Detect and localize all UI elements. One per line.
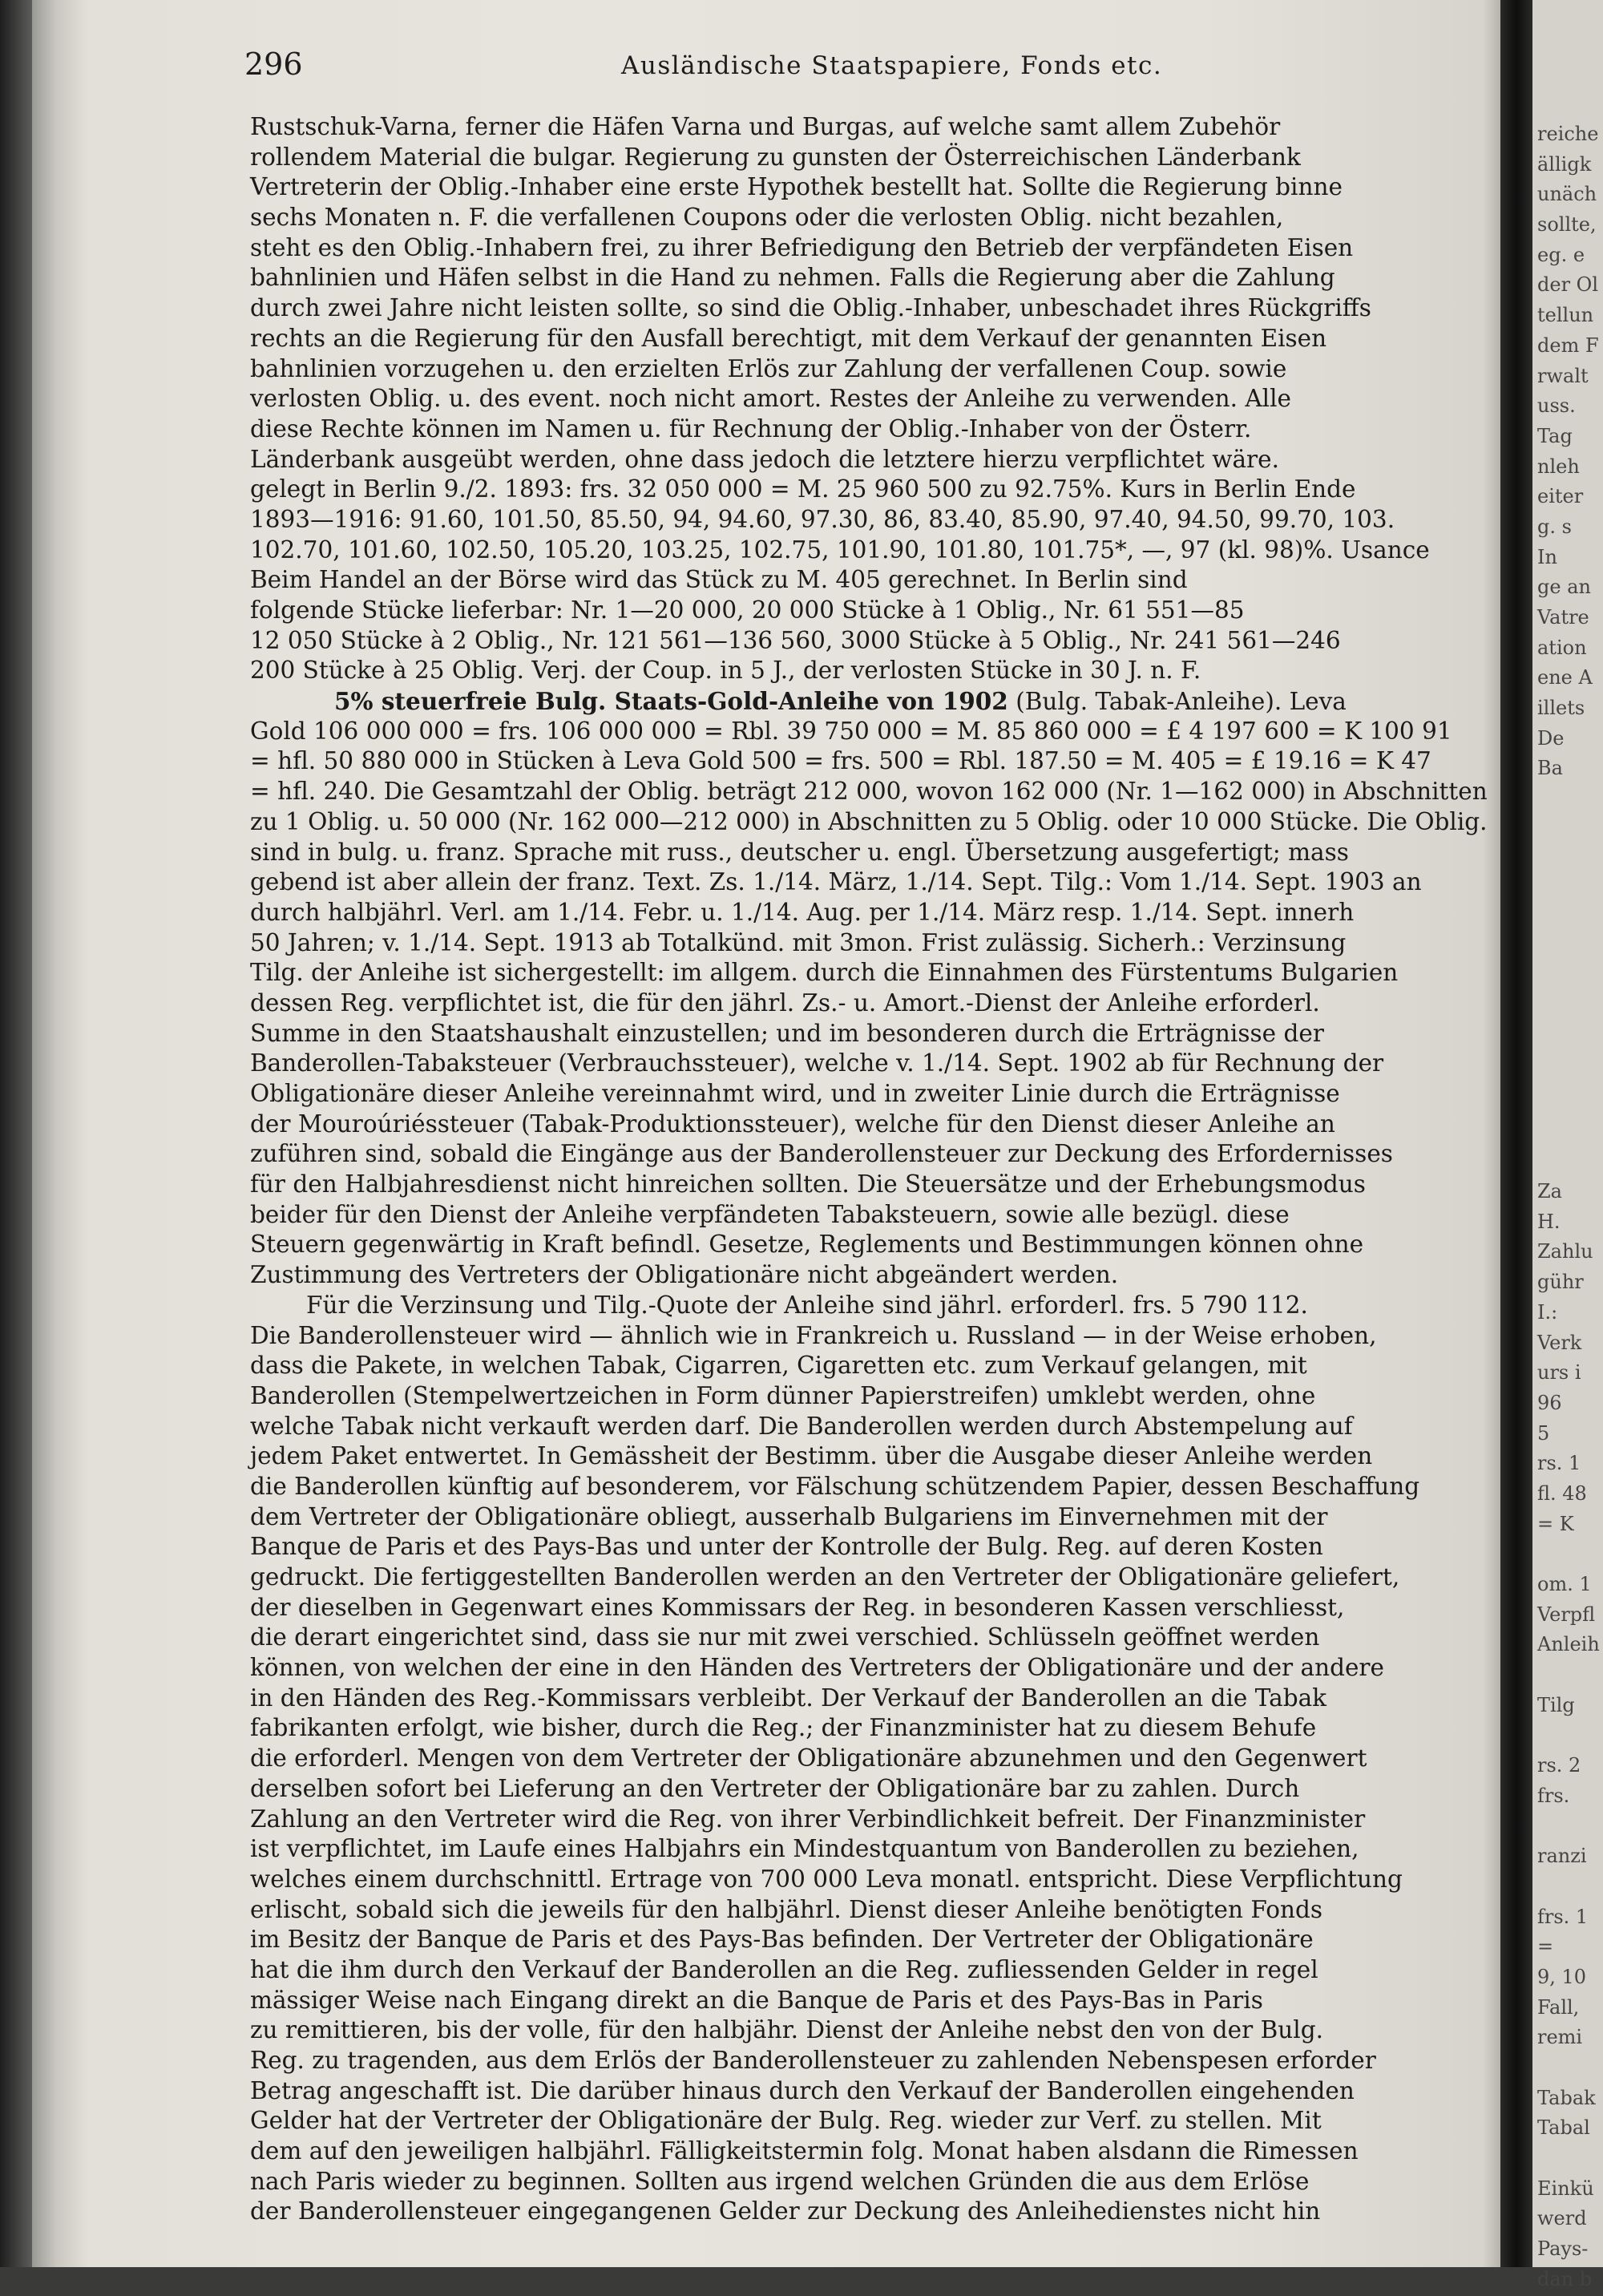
adjacent-page-fragment: eiter bbox=[1537, 485, 1584, 508]
adjacent-page-fragment: Tag bbox=[1537, 424, 1573, 447]
text-line: fabrikanten erfolgt, wie bisher, durch die Reg.; der Finanzminister hat zu diesem Behufe bbox=[250, 1714, 1317, 1742]
text-line: Steuern gegenwärtig in Kraft befindl. Gesetze, Reglements und Bestimmungen können ohne bbox=[250, 1231, 1364, 1259]
body-text bbox=[250, 112, 1500, 2227]
text-line: derselben sofort bei Lieferung an den Vertreter der Obligationäre bar zu zahlen. Durch bbox=[250, 1774, 1300, 1802]
text-line: = hfl. 50 880 000 in Stücken à Leva Gold 500 = frs. 500 = Rbl. 187.50 = M. 405 = £ 19.16 = K 47 bbox=[250, 747, 1431, 775]
adjacent-page-fragment: dan b bbox=[1537, 2267, 1593, 2290]
text-line: welches einem durchschnittl. Ertrage von 700 000 Leva monatl. entspricht. Diese Verpflichtung bbox=[250, 1865, 1403, 1893]
adjacent-page-fragment bbox=[1537, 1813, 1603, 1843]
text-line: steht es den Oblig.-Inhabern frei, zu ihrer Befriedigung den Betrieb der verpfändeten Eisen bbox=[250, 233, 1354, 261]
text-line: die derart eingerichtet sind, dass sie nur mit zwei verschied. Schlüsseln geöffnet werden bbox=[250, 1623, 1320, 1651]
adjacent-page-fragment: frs. 1 bbox=[1537, 1905, 1589, 1928]
text-line: welche Tabak nicht verkauft werden darf. Die Banderollen werden durch Abstempelung auf bbox=[250, 1412, 1353, 1440]
adjacent-page-fragment: Anleih bbox=[1537, 1633, 1600, 1656]
adjacent-page-fragment bbox=[1537, 1147, 1603, 1178]
text-line: Die Banderollensteuer wird — ähnlich wie in Frankreich u. Russland — in der Weise erhoben, bbox=[250, 1321, 1377, 1349]
text-line: verlosten Oblig. u. des event. noch nicht amort. Restes der Anleihe zu verwenden. Alle bbox=[250, 385, 1292, 413]
text-line: 12 050 Stücke à 2 Oblig., Nr. 121 561—136 560, 3000 Stücke à 5 Oblig., Nr. 241 561—246 bbox=[250, 626, 1341, 654]
adjacent-page-fragment: 96 bbox=[1537, 1391, 1562, 1414]
text-line: sind in bulg. u. franz. Sprache mit russ., deutscher u. engl. Übersetzung ausgefertigt; mass bbox=[250, 838, 1349, 866]
text-line: Reg. zu tragenden, aus dem Erlös der Banderollensteuer zu zahlenden Nebenspesen erforder bbox=[250, 2047, 1376, 2074]
section-heading-bold: 5% steuerfreie Bulg. Staats-Gold-Anleihe von 1902 bbox=[334, 687, 1008, 716]
text-line: Banderollen (Stempelwertzeichen in Form dünner Papierstreifen) umklebt werden, ohne bbox=[250, 1381, 1316, 1409]
text-line: dass die Pakete, in welchen Tabak, Cigarren, Cigaretten etc. zum Verkauf gelangen, mit bbox=[250, 1352, 1307, 1380]
adjacent-page-fragment: Tilg bbox=[1537, 1693, 1575, 1716]
text-line: Rustschuk-Varna, ferner die Häfen Varna und Burgas, auf welche samt allem Zubehör bbox=[250, 113, 1281, 140]
adjacent-page-fragment bbox=[1537, 1721, 1603, 1752]
adjacent-page-fragment bbox=[1537, 966, 1603, 996]
adjacent-page-fragment: 9, 10 bbox=[1537, 1965, 1587, 1988]
running-title: Ausländische Staatspapiere, Fonds etc. bbox=[621, 51, 1163, 80]
adjacent-page-fragment: Fall, bbox=[1537, 1995, 1580, 2019]
page-number: 296 bbox=[244, 46, 303, 82]
adjacent-page-fragment bbox=[1537, 2144, 1603, 2175]
text-line: Tilg. der Anleihe ist sichergestellt: im allgem. durch die Einnahmen des Fürstentums Bulgarien bbox=[250, 959, 1399, 987]
adjacent-page-fragment: Verk bbox=[1537, 1331, 1582, 1354]
adjacent-page-fragment: De bbox=[1537, 726, 1565, 750]
adjacent-page-text bbox=[1537, 120, 1603, 2296]
text-line: 102.70, 101.60, 102.50, 105.20, 103.25, 102.75, 101.90, 101.80, 101.75*, —, 97 (kl. 98)%. Usance bbox=[250, 536, 1430, 564]
adjacent-page-fragment: Vatre bbox=[1537, 606, 1589, 629]
text-line: mässiger Weise nach Eingang direkt an die Banque de Paris et des Pays-Bas in Paris bbox=[250, 1986, 1263, 2014]
text-line: hat die ihm durch den Verkauf der Banderollen an die Reg. zufliessenden Gelder in regel bbox=[250, 1955, 1318, 1983]
adjacent-page-fragment bbox=[1537, 1118, 1603, 1148]
adjacent-page-fragment: 5 bbox=[1537, 1421, 1550, 1445]
text-line: gebend ist aber allein der franz. Text. Zs. 1./14. März, 1./14. Sept. Tilg.: Vom 1./14. Sept. 1903 an bbox=[250, 868, 1422, 896]
adjacent-page-fragment: dem F bbox=[1537, 333, 1599, 357]
text-line: Banderollen-Tabaksteuer (Verbrauchssteuer), welche v. 1./14. Sept. 1902 ab für Rechnung der bbox=[250, 1049, 1384, 1077]
adjacent-page-fragment: Zahlu bbox=[1537, 1240, 1593, 1263]
text-line: Beim Handel an der Börse wird das Stück zu M. 405 gerechnet. In Berlin sind bbox=[250, 566, 1188, 594]
text-line: Länderbank ausgeübt werden, ohne dass jedoch die letztere hierzu verpflichtet wäre. bbox=[250, 445, 1279, 473]
adjacent-page-fragment bbox=[1537, 906, 1603, 936]
text-line: gedruckt. Die fertiggestellten Banderollen werden an den Vertreter der Obligationäre geliefert, bbox=[250, 1563, 1400, 1591]
text-line: = hfl. 240. Die Gesamtzahl der Oblig. beträgt 212 000, wovon 162 000 (Nr. 1—162 000) in Abschnitten bbox=[250, 778, 1488, 806]
adjacent-page-fragment: H. bbox=[1537, 1210, 1561, 1233]
adjacent-page-fragment: gühr bbox=[1537, 1271, 1584, 1294]
adjacent-page-fragment: uss. bbox=[1537, 394, 1576, 418]
adjacent-page bbox=[1532, 0, 1603, 2290]
adjacent-page-fragment: Verpfl bbox=[1537, 1603, 1596, 1626]
adjacent-page-fragment: remi bbox=[1537, 2026, 1583, 2049]
text-line: diese Rechte können im Namen u. für Rechnung der Oblig.-Inhaber von der Österr. bbox=[250, 414, 1252, 443]
text-line: im Besitz der Banque de Paris et des Pays-Bas befinden. Der Vertreter der Obligationäre bbox=[250, 1926, 1314, 1954]
adjacent-page-fragment: Za bbox=[1537, 1180, 1562, 1203]
adjacent-page-fragment: I.: bbox=[1537, 1300, 1558, 1324]
adjacent-page-fragment: sollte, bbox=[1537, 213, 1597, 236]
adjacent-page-fragment: eg. e bbox=[1537, 243, 1585, 266]
text-line: durch zwei Jahre nicht leisten sollte, so sind die Oblig.-Inhaber, unbeschadet ihres Rückgriffs bbox=[250, 294, 1371, 322]
text-line: Zustimmung des Vertreters der Obligationäre nicht abgeändert werden. bbox=[250, 1261, 1119, 1289]
adjacent-page-fragment bbox=[1537, 1540, 1603, 1570]
adjacent-page-fragment: ene A bbox=[1537, 666, 1593, 689]
adjacent-page-fragment: = K bbox=[1537, 1512, 1574, 1535]
text-line: erlischt, sobald sich die jeweils für den halbjährl. Dienst dieser Anleihe benötigten Fonds bbox=[250, 1895, 1322, 1923]
section-heading-1902-loan bbox=[250, 686, 1500, 717]
section-heading-rest: (Bulg. Tabak-Anleihe). Leva bbox=[1007, 688, 1347, 716]
adjacent-page-fragment: urs i bbox=[1537, 1361, 1581, 1384]
adjacent-page-fragment bbox=[1537, 1873, 1603, 1903]
text-line: folgende Stücke lieferbar: Nr. 1—20 000, 20 000 Stücke à 1 Oblig., Nr. 61 551—85 bbox=[250, 596, 1245, 624]
adjacent-page-fragment: reiche bbox=[1537, 123, 1599, 145]
adjacent-page-fragment bbox=[1537, 815, 1603, 846]
text-line: Zahlung an den Vertreter wird die Reg. von ihrer Verbindlichkeit befreit. Der Finanzminister bbox=[250, 1805, 1366, 1833]
text-line: zu remittieren, bis der volle, für den halbjähr. Dienst der Anleihe nebst den von der Bulg. bbox=[250, 2016, 1323, 2044]
adjacent-page-fragment bbox=[1537, 1661, 1603, 1692]
text-line: der Banderollensteuer eingegangenen Gelder zur Deckung des Anleihedienstes nicht hin bbox=[250, 2197, 1321, 2225]
paragraph-rustschuk-varna bbox=[250, 112, 1500, 686]
adjacent-page-fragment: tellun bbox=[1537, 304, 1594, 327]
paragraph-loan-terms bbox=[250, 717, 1500, 1291]
adjacent-page-fragment: ge an bbox=[1537, 576, 1591, 599]
text-line: sechs Monaten n. F. die verfallenen Coupons oder die verlosten Oblig. nicht bezahlen, bbox=[250, 204, 1284, 232]
adjacent-page-fragment bbox=[1537, 785, 1603, 815]
adjacent-page-fragment: illets bbox=[1537, 697, 1585, 720]
text-line: ist verpflichtet, im Laufe eines Halbjahrs ein Mindestquantum von Banderollen zu beziehen, bbox=[250, 1835, 1359, 1863]
adjacent-page-fragment: Ba bbox=[1537, 757, 1563, 780]
adjacent-page-fragment bbox=[1537, 846, 1603, 876]
adjacent-page-fragment: Pays- bbox=[1537, 2237, 1589, 2261]
text-line: Gelder hat der Vertreter der Obligationäre der Bulg. Reg. wieder zur Verf. zu stellen. Mit bbox=[250, 2107, 1322, 2135]
adjacent-page-fragment: unäch bbox=[1537, 183, 1597, 206]
adjacent-page-fragment: der Ol bbox=[1537, 273, 1599, 297]
text-line: gelegt in Berlin 9./2. 1893: frs. 32 050 000 = M. 25 960 500 zu 92.75%. Kurs in Berlin Ende bbox=[250, 475, 1356, 503]
adjacent-page-fragment: ranzi bbox=[1537, 1845, 1587, 1868]
text-line: 1893—1916: 91.60, 101.50, 85.50, 94, 94.60, 97.30, 86, 83.40, 85.90, 97.40, 94.50, 99.70, 103. bbox=[250, 505, 1395, 533]
adjacent-page-fragment bbox=[1537, 875, 1603, 906]
text-line: dem Vertreter der Obligationäre obliegt, ausserhalb Bulgariens im Einvernehmen mit der bbox=[250, 1502, 1328, 1530]
adjacent-page-fragment bbox=[1537, 1087, 1603, 1118]
adjacent-page-fragment: rwalt bbox=[1537, 364, 1589, 387]
left-page-edge bbox=[0, 0, 32, 2267]
adjacent-page-fragment: fl. 48 bbox=[1537, 1481, 1587, 1505]
text-line: die erforderl. Mengen von dem Vertreter der Obligationäre abzunehmen und den Gegenwert bbox=[250, 1744, 1367, 1773]
adjacent-page-fragment: ation bbox=[1537, 636, 1587, 659]
adjacent-page-fragment: rs. 1 bbox=[1537, 1452, 1581, 1475]
text-line: Banque de Paris et des Pays-Bas und unter der Kontrolle der Bulg. Reg. auf deren Kosten bbox=[250, 1533, 1323, 1561]
text-line: Obligationäre dieser Anleihe vereinnahmt wird, und in zweiter Linie durch die Erträgnisse bbox=[250, 1080, 1340, 1107]
text-line: rechts an die Regierung für den Ausfall berechtigt, mit dem Verkauf der genannten Eisen bbox=[250, 324, 1327, 352]
adjacent-page-fragment: frs. bbox=[1537, 1784, 1570, 1807]
text-line: in den Händen des Reg.-Kommissars verbleibt. Der Verkauf der Banderollen an die Tabak bbox=[250, 1684, 1327, 1712]
text-line: rollendem Material die bulgar. Regierung zu gunsten der Österreichischen Länderbank bbox=[250, 143, 1301, 171]
adjacent-page-fragment: Tabak bbox=[1537, 2086, 1596, 2109]
text-line: durch halbjährl. Verl. am 1./14. Febr. u. 1./14. Aug. per 1./14. März resp. 1./14. Sept. innerh bbox=[250, 898, 1355, 926]
text-line: für den Halbjahresdienst nicht hinreichen sollten. Die Steuersätze und der Erhebungsmodus bbox=[250, 1170, 1366, 1199]
adjacent-page-fragment bbox=[1537, 996, 1603, 1027]
text-line: die Banderollen künftig auf besonderem, vor Fälschung schützendem Papier, dessen Beschaffung bbox=[250, 1472, 1420, 1500]
adjacent-page-fragment: Einkü bbox=[1537, 2177, 1594, 2200]
adjacent-page-fragment: rs. 2 bbox=[1537, 1754, 1581, 1777]
adjacent-page-fragment: nleh bbox=[1537, 455, 1580, 478]
text-line: dem auf den jeweiligen halbjährl. Fälligkeitstermin folg. Monat haben alsdann die Rimessen bbox=[250, 2137, 1359, 2165]
text-line: 200 Stücke à 25 Oblig. Verj. der Coup. in 5 J., der verlosten Stücke in 30 J. n. F. bbox=[250, 657, 1201, 685]
adjacent-page-fragment bbox=[1537, 2054, 1603, 2084]
text-line: Betrag angeschafft ist. Die darüber hinaus durch den Verkauf der Banderollen eingehenden bbox=[250, 2076, 1355, 2104]
text-line: Gold 106 000 000 = frs. 106 000 000 = Rbl. 39 750 000 = M. 85 860 000 = £ 4 197 600 = K 100 91 bbox=[250, 717, 1452, 745]
adjacent-page-fragment bbox=[1537, 1057, 1603, 1087]
text-line: der dieselben in Gegenwart eines Kommissars der Reg. in besonderen Kassen verschliesst, bbox=[250, 1593, 1345, 1621]
page-header bbox=[244, 46, 1495, 87]
text-line: beider für den Dienst der Anleihe verpfändeten Tabaksteuern, sowie alle bezügl. diese bbox=[250, 1200, 1290, 1228]
text-line: der Mouroúriéssteuer (Tabak-Produktionssteuer), welche für den Dienst dieser Anleihe an bbox=[250, 1110, 1335, 1138]
book-spine-shadow bbox=[1500, 0, 1532, 2267]
adjacent-page-fragment: werd bbox=[1537, 2207, 1587, 2230]
text-line: können, von welchen der eine in den Händen des Vertreters der Obligationäre und der andere bbox=[250, 1654, 1384, 1682]
text-line: Für die Verzinsung und Tilg.-Quote der Anleihe sind jährl. erforderl. frs. 5 790 112. bbox=[306, 1291, 1308, 1319]
adjacent-page-fragment: In bbox=[1537, 545, 1557, 568]
text-line: Vertreterin der Oblig.-Inhaber eine erste Hypothek bestellt hat. Sollte die Regierung binne bbox=[250, 173, 1343, 201]
text-line: zuführen sind, sobald die Eingänge aus der Banderollensteuer zur Deckung des Erfordernisses bbox=[250, 1140, 1393, 1168]
text-line: nach Paris wieder zu beginnen. Sollten aus irgend welchen Gründen die aus dem Erlöse bbox=[250, 2167, 1310, 2195]
text-line: zu 1 Oblig. u. 50 000 (Nr. 162 000—212 000) in Abschnitten zu 5 Oblig. oder 10 000 Stücke. Die Oblig. bbox=[250, 807, 1488, 835]
adjacent-page-fragment: g. s bbox=[1537, 515, 1572, 538]
text-line: 50 Jahren; v. 1./14. Sept. 1913 ab Totalkünd. mit 3mon. Frist zulässig. Sicherh.: Verzinsung bbox=[250, 928, 1347, 956]
adjacent-page-fragment: Tabal bbox=[1537, 2116, 1590, 2140]
adjacent-page-fragment bbox=[1537, 936, 1603, 967]
adjacent-page-fragment: om. 1 bbox=[1537, 1573, 1592, 1595]
adjacent-page-fragment bbox=[1537, 1027, 1603, 1057]
adjacent-page-fragment: älligk bbox=[1537, 152, 1592, 176]
text-line: bahnlinien vorzugehen u. den erzielten Erlös zur Zahlung der verfallenen Coup. sowie bbox=[250, 354, 1287, 382]
adjacent-page-fragment: = bbox=[1537, 1935, 1554, 1958]
text-line: dessen Reg. verpflichtet ist, die für den jährl. Zs.- u. Amort.-Dienst der Anleihe erforderl. bbox=[250, 988, 1320, 1017]
text-line: Summe in den Staatshaushalt einzustellen; und im besonderen durch die Erträgnisse der bbox=[250, 1019, 1324, 1047]
text-line: jedem Paket entwertet. In Gemässheit der Bestimm. über die Ausgabe dieser Anleihe werden bbox=[250, 1442, 1373, 1470]
paragraph-banderole-tax bbox=[250, 1291, 1500, 2227]
text-line: bahnlinien und Häfen selbst in die Hand zu nehmen. Falls die Regierung aber die Zahlung bbox=[250, 264, 1335, 292]
